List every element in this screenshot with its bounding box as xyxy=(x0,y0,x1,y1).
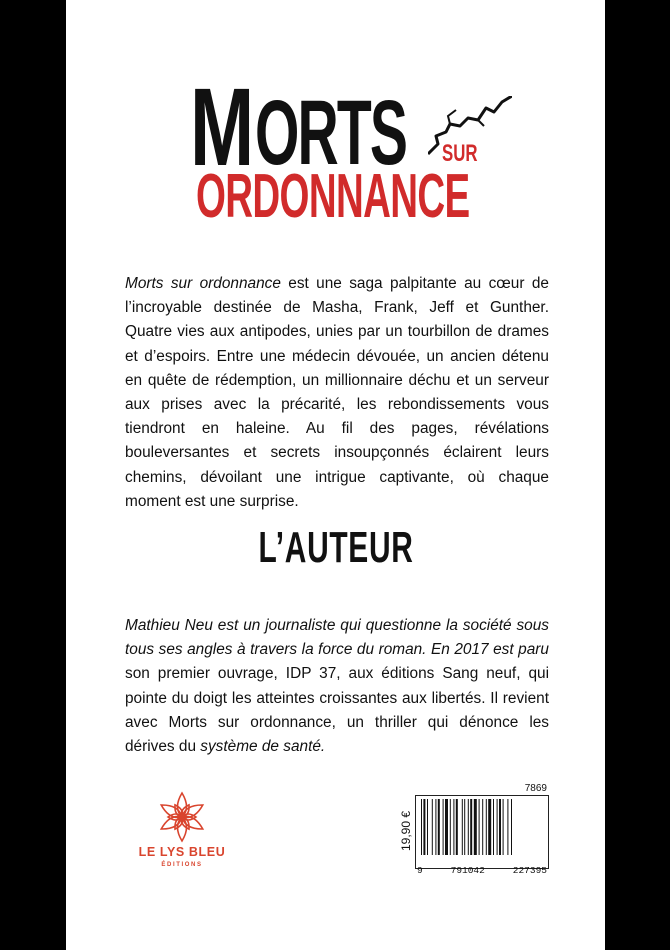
back-cover xyxy=(66,0,605,950)
title-letter-m: M xyxy=(190,66,253,189)
bio-part-1: Mathieu Neu est un journaliste qui questionne la société sous tous ses angles à travers la force du roman. En 2017 est paru xyxy=(125,617,549,659)
barcode-digit-left: 791042 xyxy=(450,865,485,876)
publisher-logo xyxy=(134,791,230,877)
barcode-block xyxy=(397,783,549,881)
lily-flower-icon xyxy=(156,791,208,843)
synopsis-book-title: Morts sur ordonnance xyxy=(125,275,281,292)
bio-part-upright: son premier ouvrage, IDP 37, aux éditions Sang neuf, qui pointe du doigt les atteintes croissantes aux libertés. Il revient avec Morts sur ordonnance, un thriller qui dénonce les dérives du xyxy=(125,665,549,756)
author-bio xyxy=(125,614,549,759)
barcode-digits xyxy=(417,865,547,876)
title-word-ordonnance: ORDONNANCE xyxy=(196,162,470,231)
title-word-orts: ORTS xyxy=(254,82,406,184)
barcode-bars xyxy=(421,799,541,855)
synopsis-text xyxy=(125,272,549,514)
publisher-name: LE LYS BLEU xyxy=(138,845,226,859)
title-word-sur: SUR xyxy=(442,140,478,167)
barcode-digit-prefix: 9 xyxy=(417,865,423,876)
author-heading: L’AUTEUR xyxy=(257,523,414,572)
price-label: 19,90 € xyxy=(399,810,413,851)
synopsis-body: est une saga palpitante au cœur de l’incroyable destinée de Masha, Frank, Jeff et Gunther. Quatre vies aux antipodes, unies par un tourbillon de drames et d’espoirs. Entre une médecin dévouée, un ancien détenu en quête de rédemption, un millionnaire déchu et un serveur aux prises avec la précarité, les rebondissements vous tiendront en haleine. Au fil des pages, révélations bouleversantes et secrets insoupçonnés éclairent leurs chemins, dévoilant une intrigue captivante, où chaque moment est une surprise. xyxy=(125,275,549,510)
bio-part-2: système de santé. xyxy=(196,738,326,756)
barcode-digit-right: 227395 xyxy=(512,865,547,876)
barcode-code: 7869 xyxy=(524,783,547,794)
publisher-subtitle: ÉDITIONS xyxy=(161,862,203,868)
